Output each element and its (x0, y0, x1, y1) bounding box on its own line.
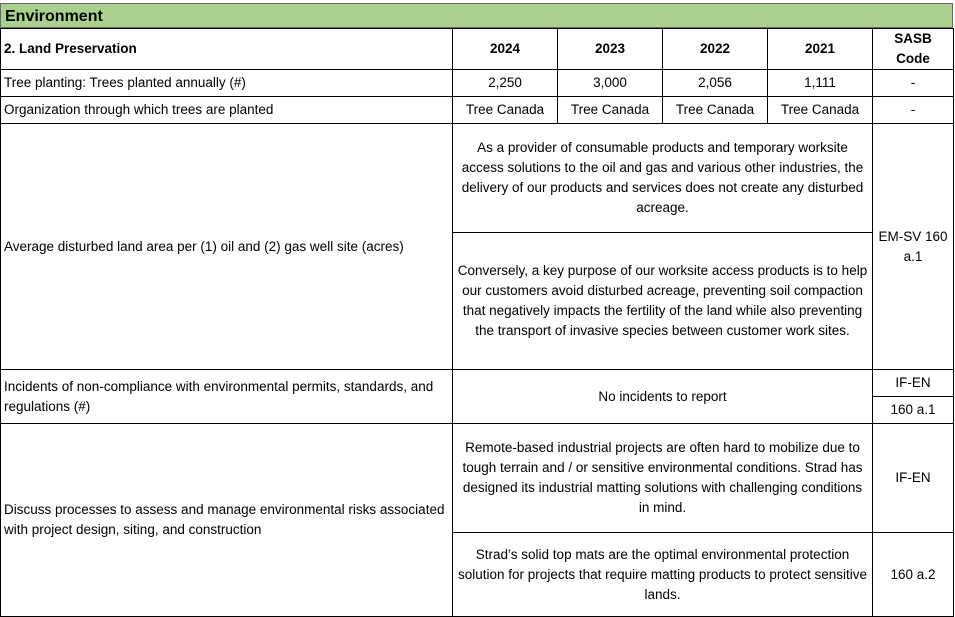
table-header-row (1, 29, 954, 70)
processes-text-2: Strad’s solid top mats are the optimal environmental protection solution for projects that require matting products to protect sensitive lands. (453, 533, 873, 617)
year-2023-header: 2023 (558, 29, 663, 70)
table-row (1, 424, 954, 533)
year-2021-header: 2021 (768, 29, 873, 70)
sasb-code: 160 a.1 (873, 397, 954, 424)
year-2022-header: 2022 (663, 29, 768, 70)
disturbed-text-2: Conversely, a key purpose of our worksite access products is to help our customers avoid disturbed acreage, preventing soil compaction that negatively impacts the fertility of the land while also preventing the transport of invasive species between customer work sites. (453, 233, 873, 370)
cell-value: Tree Canada (558, 97, 663, 124)
table-row (1, 97, 954, 124)
row-label: Incidents of non-compliance with environmental permits, standards, and regulations (#) (1, 370, 453, 424)
table-row (1, 70, 954, 97)
sasb-code: - (873, 97, 954, 124)
disturbed-text-1: As a provider of consumable products and temporary worksite access solutions to the oil and gas and various other industries, the delivery of our products and services does not create any disturbed acreage. (453, 124, 873, 233)
sasb-code: IF-EN (873, 424, 954, 533)
row-label: Average disturbed land area per (1) oil and (2) gas well site (acres) (1, 124, 453, 370)
processes-text-1: Remote-based industrial projects are often hard to mobilize due to tough terrain and / or sensitive environmental conditions. Strad has designed its industrial matting solutions with challenging conditions in mind. (453, 424, 873, 533)
sasb-code: 160 a.2 (873, 533, 954, 617)
table-row (1, 124, 954, 233)
cell-value: Tree Canada (663, 97, 768, 124)
row-label: Organization through which trees are planted (1, 97, 453, 124)
row-label: Discuss processes to assess and manage environmental risks associated with project design, siting, and construction (1, 424, 453, 617)
category-header: 2. Land Preservation (1, 29, 453, 70)
sasb-code: IF-EN (873, 370, 954, 397)
cell-value: 1,111 (768, 70, 873, 97)
land-preservation-table (0, 28, 954, 617)
cell-value: Tree Canada (768, 97, 873, 124)
cell-value: 2,056 (663, 70, 768, 97)
cell-value: Tree Canada (453, 97, 558, 124)
sasb-code-header: SASB Code (873, 29, 954, 70)
year-2024-header: 2024 (453, 29, 558, 70)
cell-value: 2,250 (453, 70, 558, 97)
table-row (1, 370, 954, 397)
sasb-code: EM-SV 160 a.1 (873, 124, 954, 370)
incidents-text: No incidents to report (453, 370, 873, 424)
section-title: Environment (0, 3, 953, 28)
sasb-code: - (873, 70, 954, 97)
row-label: Tree planting: Trees planted annually (#) (1, 70, 453, 97)
cell-value: 3,000 (558, 70, 663, 97)
